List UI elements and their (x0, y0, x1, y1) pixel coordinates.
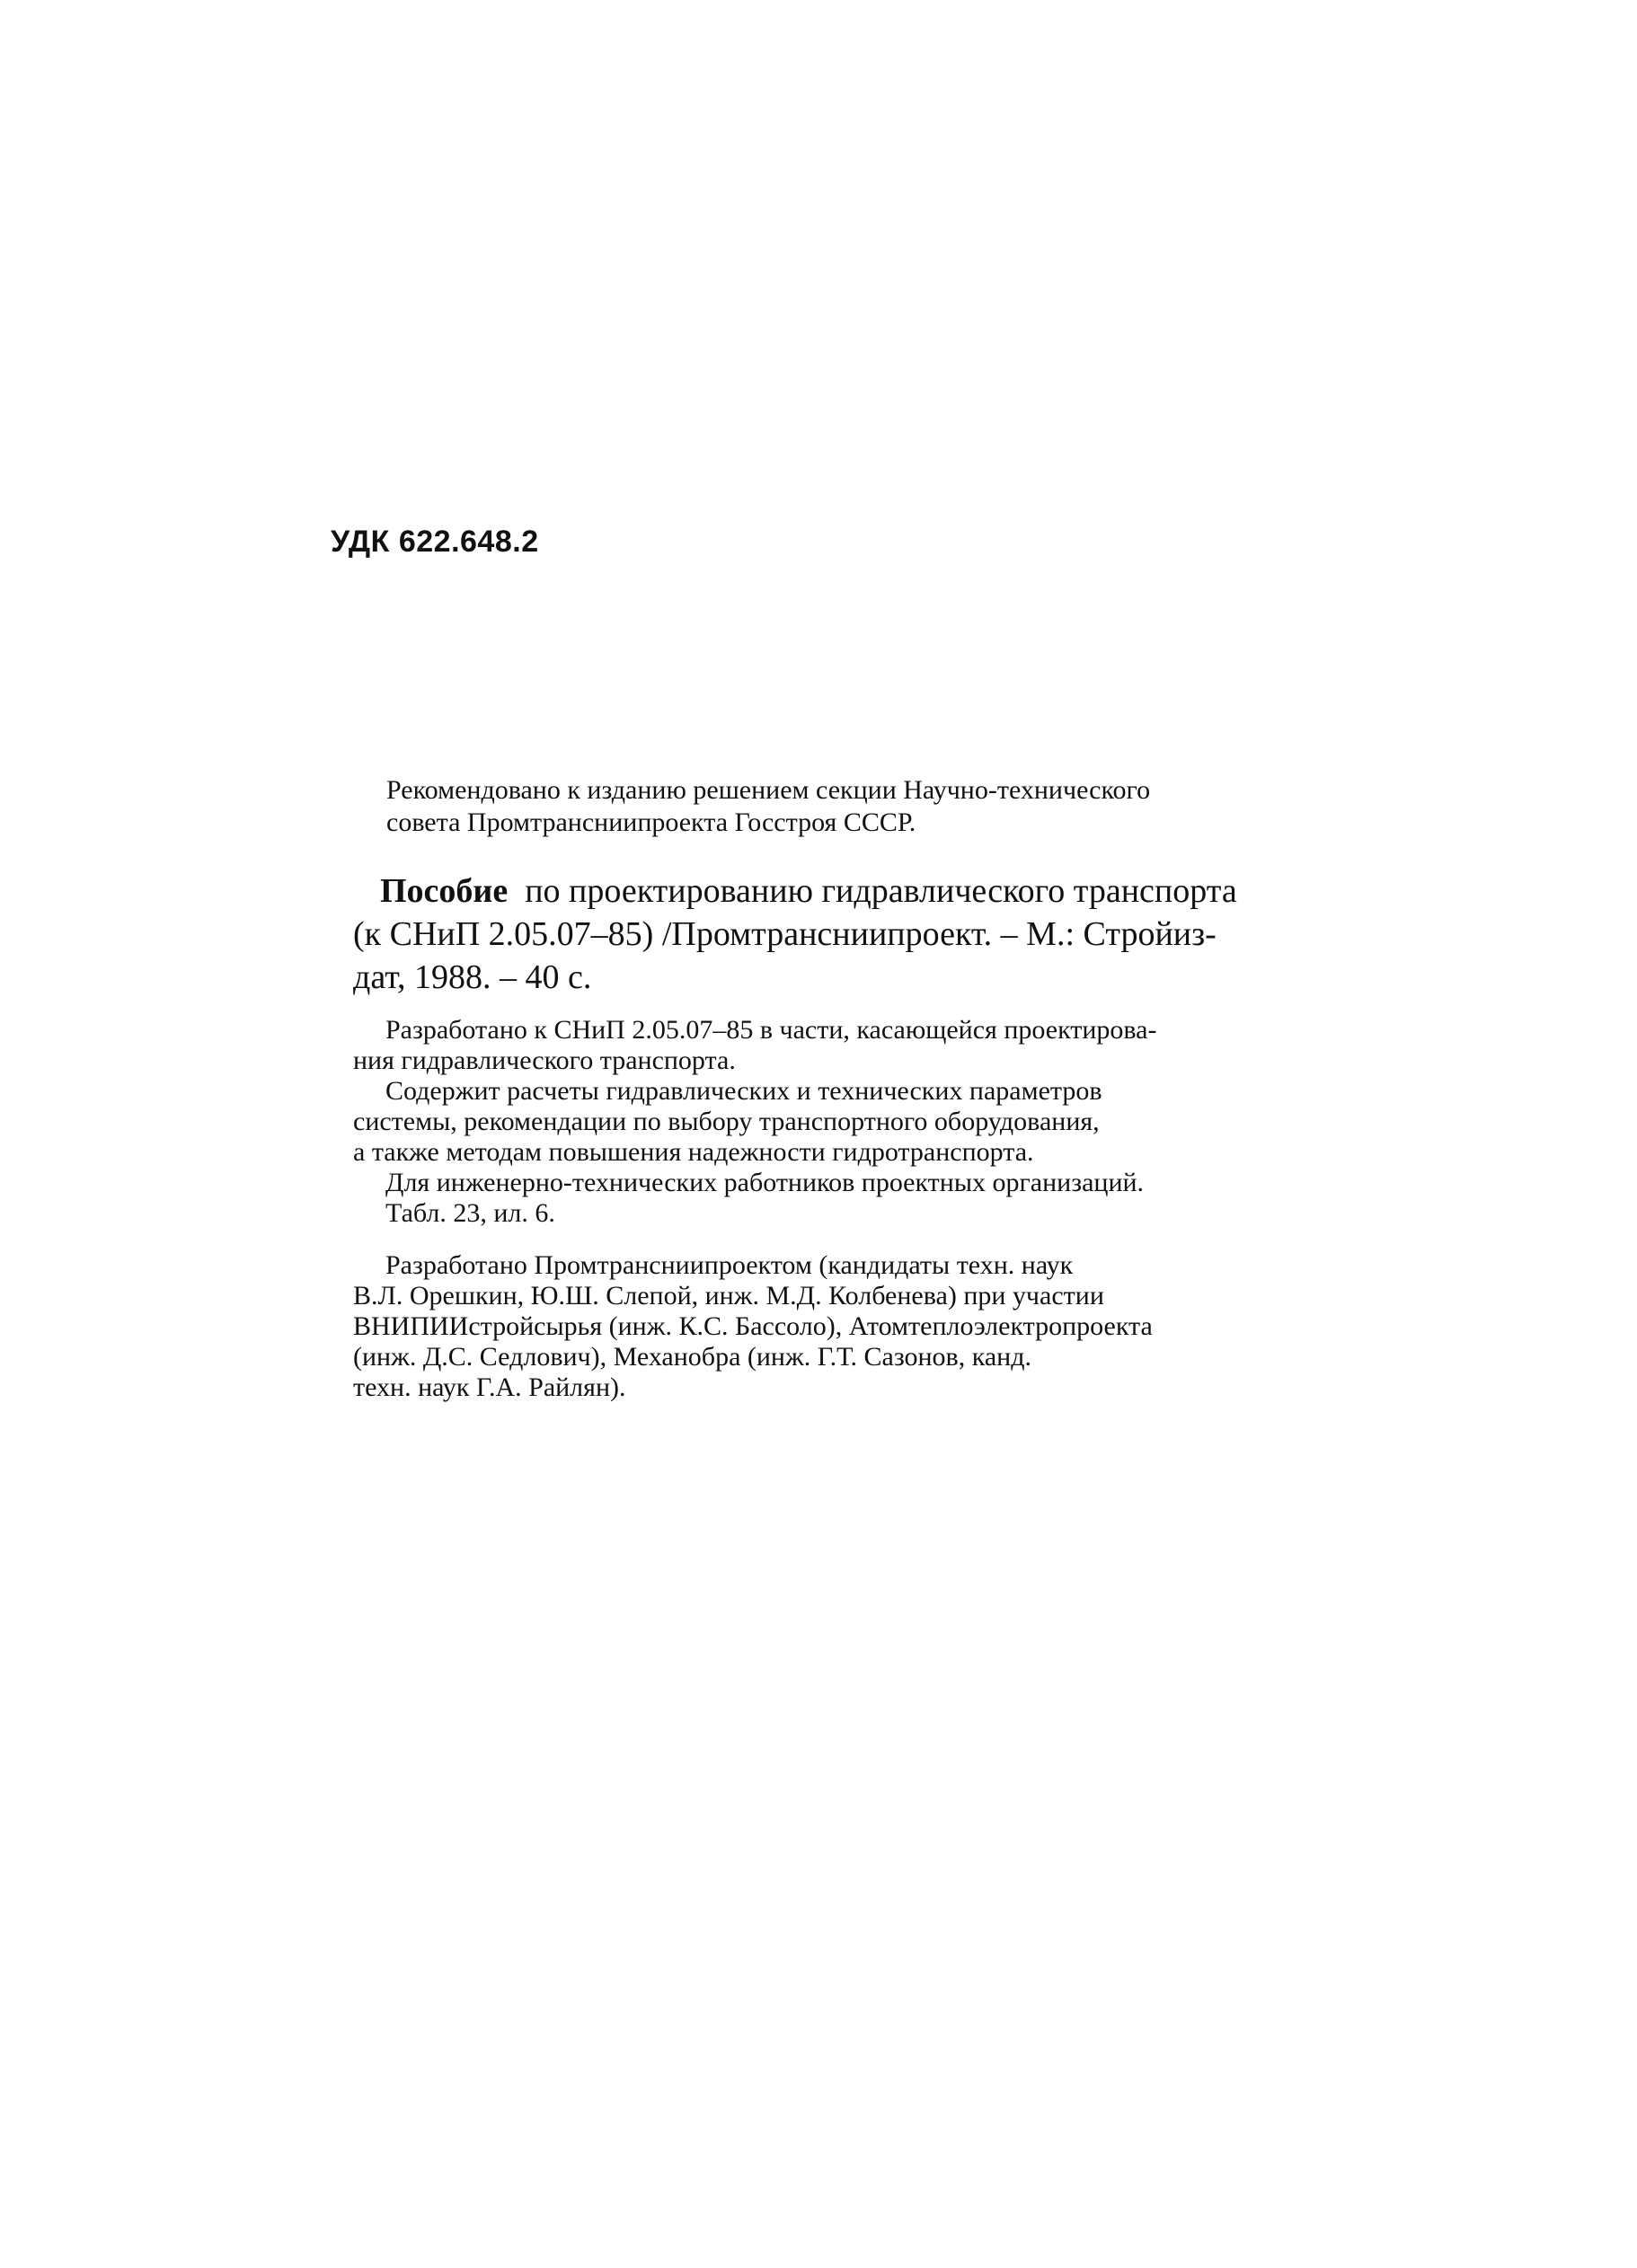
abstract-line: Содержит расчеты гидравлических и технических параметров (385, 1076, 1102, 1106)
abstract-line: системы, рекомендации по выбору транспортного оборудования, (353, 1107, 1100, 1136)
recommendation-line: совета Промтрансниипроекта Госстроя СССР. (386, 807, 916, 837)
document-title-word: Пособие (380, 872, 509, 910)
abstract-line: Разработано к СНиП 2.05.07–85 в части, касающейся проектирова- (385, 1015, 1157, 1045)
authors-credits (353, 1250, 1350, 1403)
authors-line: (инж. Д.С. Седлович), Механобра (инж. Г.Т. Сазонов, канд. (353, 1342, 1031, 1372)
authors-line: ВНИПИИстройсырья (инж. К.С. Бассоло), Атомтеплоэлектропроекта (353, 1311, 1153, 1341)
udk-code: УДК 622.648.2 (331, 525, 539, 559)
authors-line: Разработано Промтрансниипроектом (кандидаты техн. наук (385, 1250, 1074, 1280)
abstract-line: Для инженерно-технических работников проектных организаций. (385, 1168, 1145, 1197)
abstract-line: ния гидравлического транспорта. (353, 1046, 736, 1075)
abstract-line: Табл. 23, ил. 6. (385, 1198, 555, 1228)
authors-line: В.Л. Орешкин, Ю.Ш. Слепой, инж. М.Д. Колбенева) при участии (353, 1281, 1104, 1310)
document-title-rest: по проектированию гидравлического транспорта (525, 872, 1237, 910)
bibliographic-line: (к СНиП 2.05.07–85) /Промтрансниипроект. – М.: Стройиз- (353, 915, 1217, 953)
recommendation-line: Рекомендовано к изданию решением секции Научно-технического (386, 775, 1151, 805)
authors-line: техн. наук Г.А. Райлян). (353, 1372, 626, 1402)
recommendation-note (386, 774, 1348, 839)
bibliographic-line: дат, 1988. – 40 с. (353, 958, 592, 996)
abstract (353, 1015, 1350, 1229)
bibliographic-line (353, 869, 1350, 913)
abstract-line: а также методам повышения надежности гидротранспорта. (353, 1137, 1034, 1167)
bibliographic-description (353, 869, 1350, 999)
